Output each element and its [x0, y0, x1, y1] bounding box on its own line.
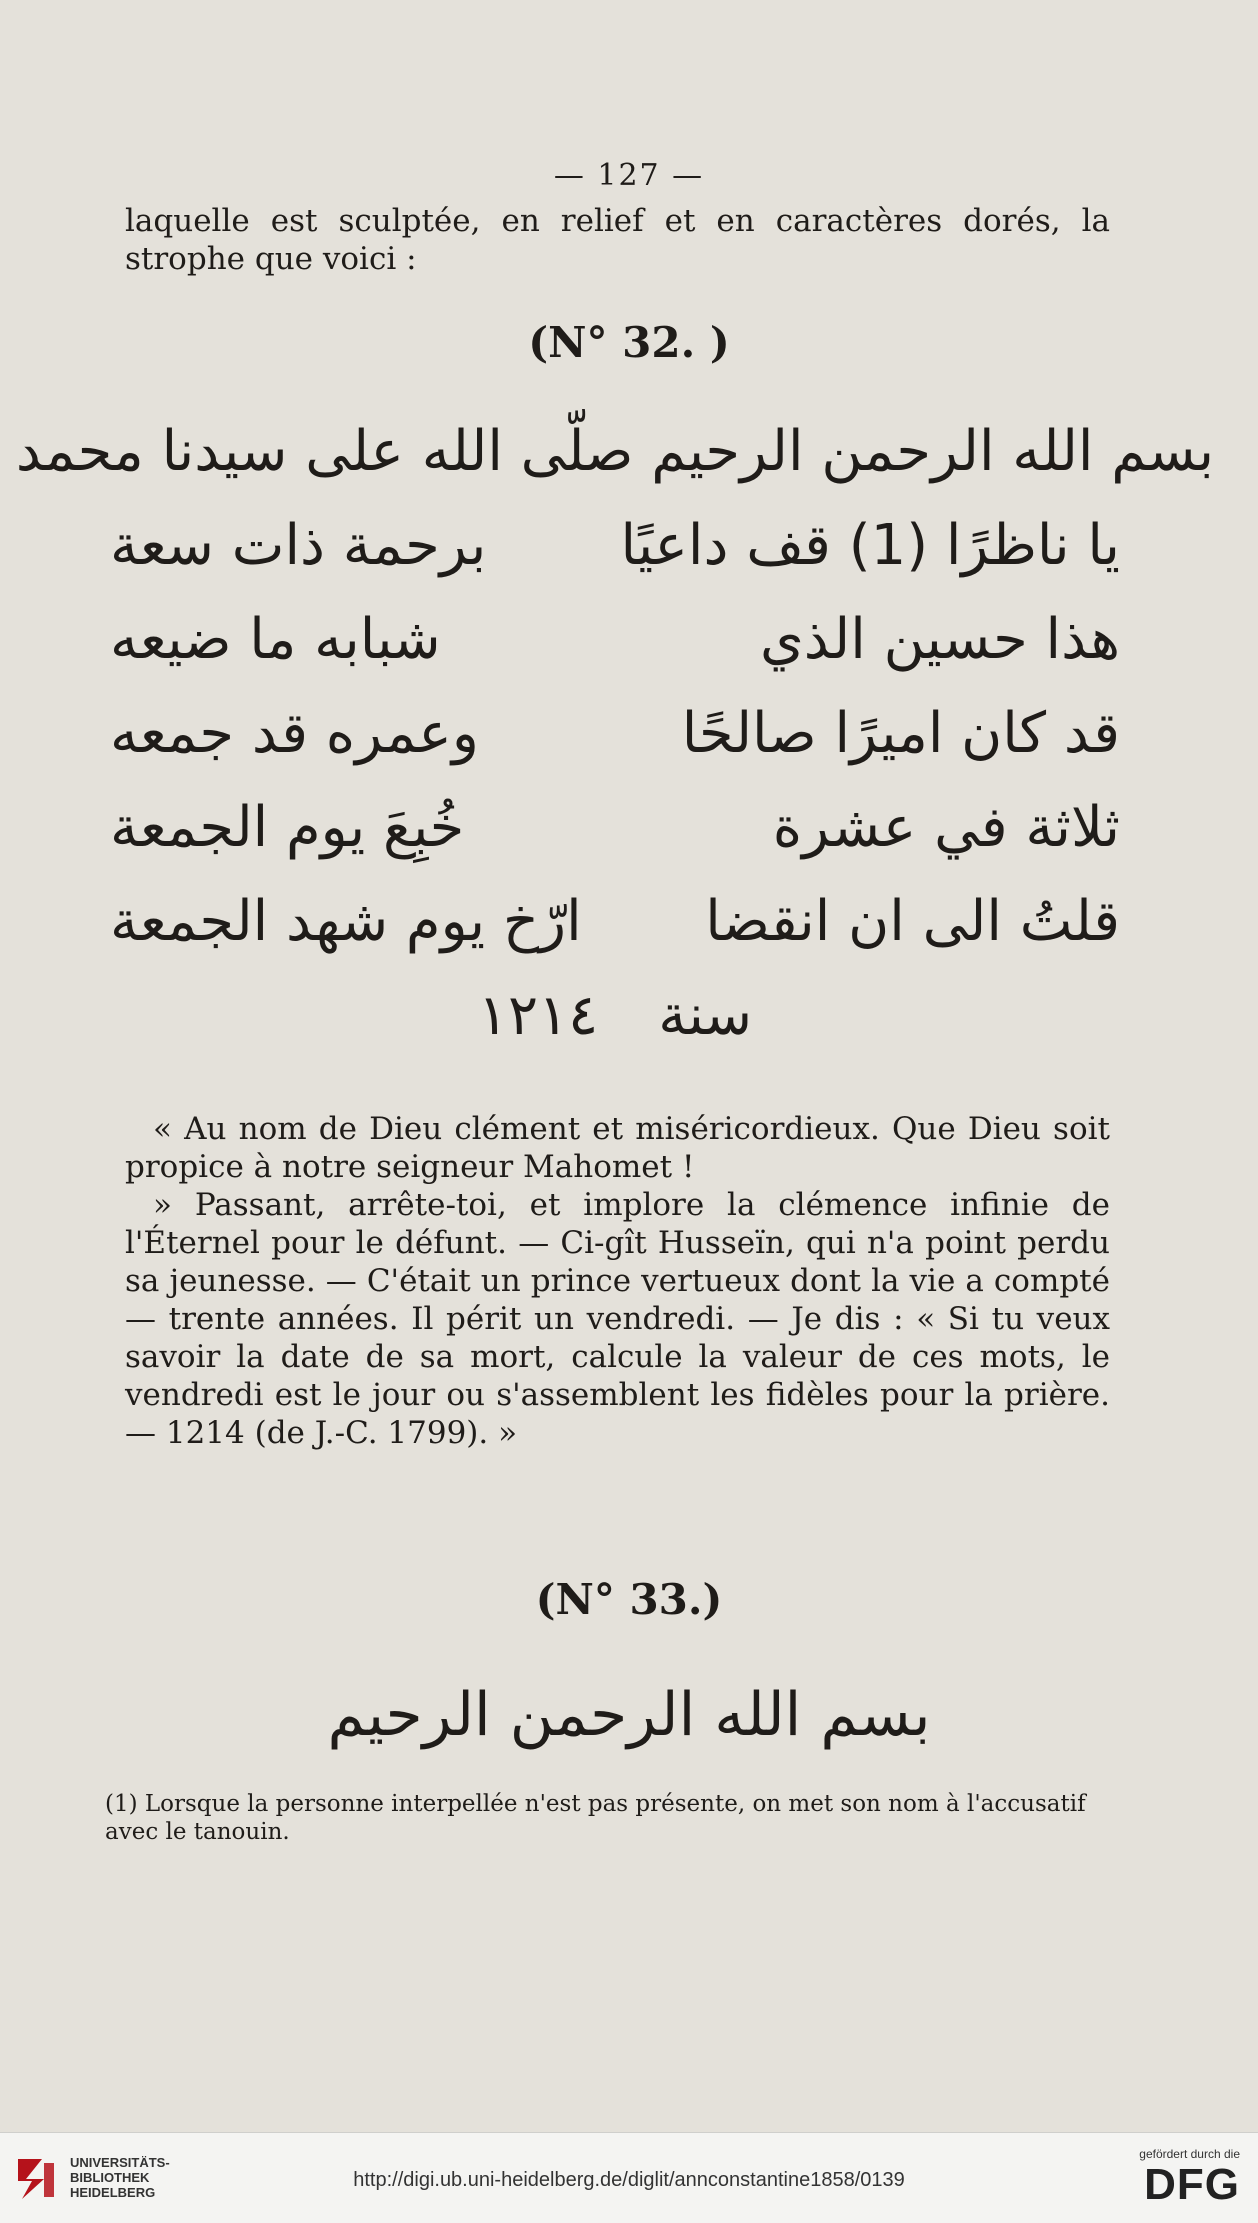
inscription-32-heading: (N° 32. ) — [528, 318, 730, 367]
institution-line: HEIDELBERG — [70, 2185, 156, 2200]
intro-text: laquelle est sculptée, en relief et en caractères dorés, la strophe que voici : — [125, 203, 1110, 277]
verse-hemistich: قلتُ الى ان انقضا — [705, 889, 1120, 954]
verse-hemistich: هذا حسين الذي — [759, 607, 1120, 672]
verse-line — [110, 781, 1120, 875]
sponsor-block — [1139, 2147, 1240, 2209]
verse-hemistich: يا ناظرًا (1) قف داعيًا — [620, 513, 1120, 578]
translation-paragraphs — [125, 1110, 1110, 1452]
verse-hemistich: برحمة ذات سعة — [110, 513, 487, 578]
translation-paragraph: « Au nom de Dieu clément et miséricordieux. Que Dieu soit propice à notre seigneur Mahomet ! — [125, 1111, 1110, 1185]
date-number: ١٢١٤ — [477, 983, 599, 1048]
inscription-33-verse: بسم الله الرحمن الرحيم — [327, 1680, 931, 1750]
institution-line: BIBLIOTHEK — [70, 2170, 150, 2185]
inscription-32-verse — [15, 405, 1215, 1063]
page-number: — 127 — — [553, 158, 705, 193]
verse-hemistich: شبابه ما ضيعه — [110, 607, 441, 672]
verse-hemistich: خُبِعَ يوم الجمعة — [110, 795, 465, 860]
verse-line — [110, 875, 1120, 969]
verse-hemistich: وعمره قد جمعه — [110, 701, 479, 766]
digitization-footer — [0, 2132, 1258, 2223]
verse-date-line — [110, 969, 1120, 1063]
inscription-33-heading: (N° 33.) — [535, 1575, 723, 1624]
verse-line — [15, 405, 1215, 499]
verse-line — [110, 687, 1120, 781]
verse-hemistich: ثلاثة في عشرة — [772, 795, 1120, 860]
institution-line: UNIVERSITÄTS- — [70, 2155, 170, 2170]
sponsor-label: gefördert durch die — [1139, 2147, 1240, 2161]
verse-line — [110, 593, 1120, 687]
footnote: (1) Lorsque la personne interpellée n'est pas présente, on met son nom à l'accusatif avec le tanouin. — [105, 1791, 1086, 1845]
dfg-logo: DFG — [1144, 2160, 1240, 2209]
verse-line — [110, 499, 1120, 593]
verse-hemistich: ارّخ يوم شهد الجمعة — [110, 889, 582, 954]
verse-hemistich: قد كان اميرًا صالحًا — [681, 701, 1120, 766]
permalink[interactable]: http://digi.ub.uni-heidelberg.de/diglit/annconstantine1858/0139 — [353, 2169, 905, 2191]
intro-paragraph — [125, 202, 1110, 278]
translation-paragraph: » Passant, arrête-toi, et implore la clémence infinie de l'Éternel pour le défunt. — Ci-gît Husseïn, qui n'a point perdu sa jeunesse. — C'était un prince vertueux dont la vie a compté — trente années. Il périt un vendredi. — Je dis : « Si tu veux savoir la date de sa mort, calcule la valeur de ces mots, le vendredi est le jour ou s'assemblent les fidèles pour la prière. — 1214 (de J.-C. 1799). » — [125, 1187, 1110, 1451]
date-word: سنة — [658, 983, 753, 1048]
verse-text: بسم الله الرحمن الرحيم صلّى الله على سيدنا محمد — [15, 419, 1215, 484]
